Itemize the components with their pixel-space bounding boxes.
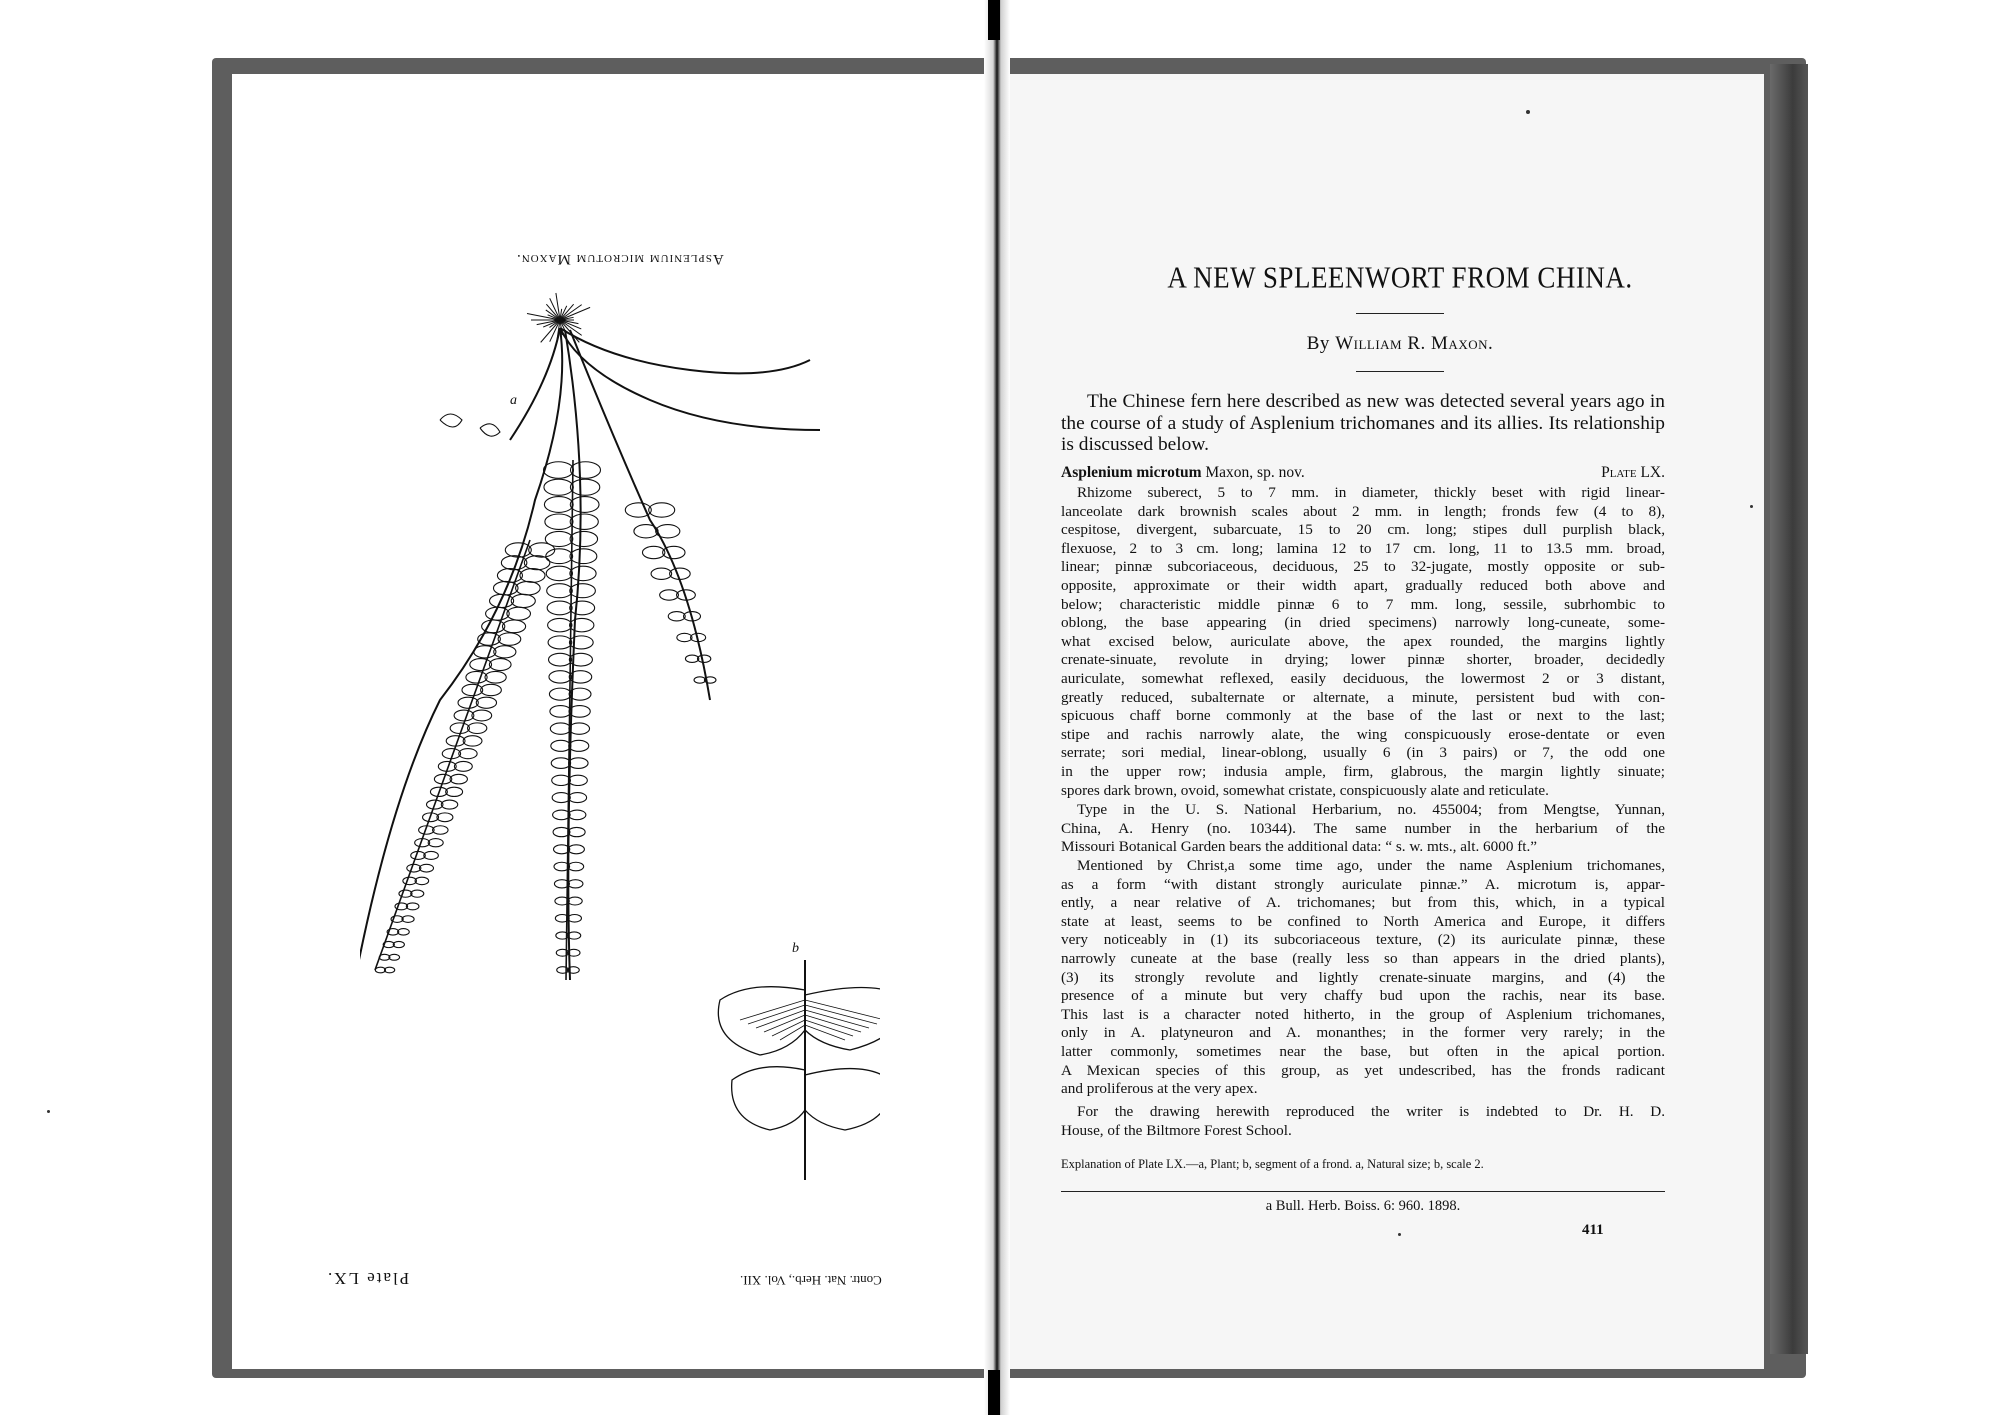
text-line: China, A. Henry (no. 10344). The same number in the herbarium of the — [1061, 819, 1665, 837]
frond-pinna — [462, 684, 483, 695]
frond-pinna — [433, 826, 448, 835]
text-line: state at least, seems to be confined to North America and Europe, it differs — [1061, 912, 1665, 930]
frond-pinna — [570, 497, 599, 513]
frond-pinna — [428, 839, 443, 847]
frond-pinna — [568, 810, 586, 820]
frond-pinna — [570, 549, 597, 564]
frond-pinna — [393, 941, 404, 947]
frond-pinna — [546, 566, 572, 580]
frond-pinna — [450, 774, 467, 784]
frond-pinna — [511, 594, 535, 607]
scan-speck — [1398, 1233, 1401, 1236]
title-rule — [1356, 313, 1444, 314]
frond-pinna — [502, 620, 525, 633]
frond-pinna — [494, 646, 516, 658]
frond-pinna — [474, 646, 496, 658]
frond-pinna — [450, 723, 469, 734]
frond-stipe — [560, 328, 820, 430]
text-line: latter commonly, sometimes near the base, but often in the apical portion. — [1061, 1042, 1665, 1060]
frond-pinna — [498, 633, 521, 645]
fern-illustration — [360, 280, 880, 1260]
frond-pinna — [454, 710, 474, 721]
frond-rachis — [375, 540, 530, 970]
text-line: opposite, approximate or their width apart, gradually reduced both above and — [1061, 576, 1665, 594]
frond-pinna — [642, 546, 664, 558]
text-line: greatly reduced, subalternate or alternate, a minute, persistent bud with con- — [1061, 688, 1665, 706]
plate-source: Contr. Nat. Herb., Vol. XII. — [740, 1273, 882, 1288]
frond-pinna — [697, 655, 710, 662]
frond-pinna — [544, 462, 574, 479]
frond-pinna — [476, 697, 496, 708]
frond-stipe — [510, 328, 560, 440]
text-line: This last is a character noted hitherto, in the group of Asplenium trichomanes, — [1061, 1005, 1665, 1023]
frond-pinna — [547, 601, 572, 615]
frond-pinna — [694, 677, 706, 683]
description-paragraph — [1061, 484, 1665, 800]
frond-pinna — [544, 479, 573, 495]
frond-pinna — [398, 929, 410, 935]
text-line: oblong, the base appearing (in dried specimens) narrowly long-cuneate, some- — [1061, 614, 1665, 632]
frond-pinna — [625, 503, 651, 517]
frond-pinna — [424, 851, 439, 859]
gutter-shadow-bottom — [988, 1370, 1000, 1415]
frond-pinna — [458, 697, 478, 708]
species-author: Maxon, sp. nov. — [1201, 464, 1305, 481]
frond-pinna — [663, 546, 685, 558]
text-line: in the upper row; indusia ample, firm, glabrous, the margin lightly sinuate; — [1061, 762, 1665, 780]
frond-pinna — [472, 710, 492, 721]
text-line: linear; pinnæ subcoriaceous, deciduous, 25 to 32-jugate, mostly opposite or sub- — [1061, 558, 1665, 576]
frond-pinna — [507, 607, 531, 620]
frond-pinna — [407, 864, 421, 872]
segment-vein — [805, 1000, 880, 1020]
plate-number: Plate LX. — [326, 1269, 410, 1288]
frond-pinna — [459, 749, 477, 759]
frond-pinna — [446, 787, 463, 796]
frond-pinna — [550, 723, 571, 734]
text-line: (3) its strongly revolute and lightly crenate-sinuate margins, and (4) the — [1061, 968, 1665, 986]
text-line: stipe and rachis narrowly alate, the wing conspicuously erose-dentate or even — [1061, 725, 1665, 743]
byline-prefix: By — [1306, 333, 1336, 354]
frond-pinna — [570, 479, 599, 495]
frond-pinna — [545, 514, 573, 529]
text-line: spicuous chaff borne commonly at the base of the last or next to the last; — [1061, 707, 1665, 725]
frond-pinna — [649, 503, 675, 517]
frond-pinna — [568, 897, 582, 905]
frond-pinna — [569, 723, 590, 734]
frond-pinna — [547, 584, 573, 598]
text-line: Mentioned by Christ,a some time ago, under the name Asplenium trichomanes, — [1077, 857, 1665, 874]
author-name: William R. Maxon. — [1335, 333, 1494, 354]
frond-pinna — [550, 706, 571, 718]
loose-pinna — [480, 424, 500, 436]
frond-pinna — [482, 620, 505, 633]
page-number: 411 — [1582, 1222, 1604, 1238]
frond-pinna — [660, 590, 679, 600]
frond-pinna — [570, 531, 598, 546]
text-line: what excised below, auriculate above, the apex rounded, the margins lightly — [1061, 632, 1665, 650]
frond-pinna — [481, 684, 502, 695]
text-line: very noticeably in (1) its subcoriaceous texture, (2) its auriculate pinnæ, these — [1061, 931, 1665, 949]
text-line: and proliferous at the very apex. — [1061, 1080, 1258, 1098]
text-line: Type in the U. S. National Herbarium, no. 455004; from Mengtse, Yunnan, — [1077, 801, 1665, 818]
frond-pinna — [485, 671, 506, 683]
text-line: A Mexican species of this group, as yet undescribed, has the fronds radicant — [1061, 1061, 1665, 1079]
frond-pinna — [403, 877, 417, 884]
frond-pinna — [551, 740, 571, 751]
segment-vein — [805, 1025, 845, 1040]
text-line: For the drawing herewith reproduced the writer is indebted to Dr. H. D. — [1077, 1103, 1665, 1120]
plate-explanation: Explanation of Plate LX.—a, Plant; b, segment of a frond. a, Natural size; b, scale 2. — [1061, 1157, 1484, 1171]
frond-pinna — [570, 601, 595, 615]
frond-pinna — [634, 525, 658, 538]
text-line: spores dark brown, ovoid, somewhat cristate, conspicuously alate and reticulate. — [1061, 781, 1549, 799]
frond-pinna — [570, 584, 596, 598]
text-line: House, of the Biltmore Forest School. — [1061, 1121, 1292, 1139]
frond-pinna — [441, 800, 457, 809]
text-line: crenate-sinuate, revolute in drying; lower pinnæ shorter, broader, decidedly — [1061, 651, 1665, 669]
article-title: A NEW SPLEENWORT FROM CHINA. — [1167, 259, 1633, 295]
segment-pinna — [732, 1067, 805, 1130]
species-heading — [1061, 464, 1665, 482]
frond-pinna — [568, 862, 584, 871]
frond-pinna — [568, 845, 584, 854]
text-line: cespitose, divergent, subarcuate, 15 to 20 cm. long; stipes dull purplish black, — [1061, 521, 1665, 539]
frond-pinna — [551, 758, 570, 769]
frond-stipe — [360, 328, 562, 980]
frond-pinna — [399, 890, 412, 897]
figure-label-a: a — [510, 393, 517, 408]
text-line: below; characteristic middle pinnæ 6 to 7 mm. long, sessile, subrhombic to — [1061, 595, 1665, 613]
frond-stipe — [560, 328, 810, 373]
segment-vein — [740, 1000, 805, 1020]
text-line: flexuose, 2 to 3 cm. long; lamina 12 to 17 cm. long, 11 to 13.5 mm. broad, — [1061, 539, 1665, 557]
text-line: serrate; sori medial, linear-oblong, usually 6 (in 3 pairs) or 7, the odd one — [1061, 744, 1665, 762]
intro-paragraph: The Chinese fern here described as new was detected several years ago in the course of a study of Asplenium trichomanes and its allies. Its relationship is discussed below. — [1061, 391, 1665, 455]
frond-pinna — [544, 497, 573, 513]
frond-pinna — [545, 531, 573, 546]
frond-pinna — [549, 688, 571, 700]
frond-pinna — [568, 793, 586, 803]
frond-pinna — [470, 659, 492, 671]
footnote: a Bull. Herb. Boiss. 6: 960. 1898. — [1265, 1198, 1461, 1214]
byline-rule — [1356, 371, 1444, 372]
frond-pinna — [549, 671, 572, 683]
frond-pinna — [552, 793, 570, 803]
frond-pinna — [569, 758, 588, 769]
text-line: Missouri Botanical Garden bears the additional data: “ s. w. mts., alt. 6000 ft.” — [1061, 838, 1538, 856]
text-line: as a form “with distant strongly auriculate pinnæ.” A. microtum is, appar- — [1061, 875, 1665, 893]
frond-pinna — [569, 740, 589, 751]
frond-pinna — [656, 525, 680, 538]
acknowledgment-paragraph — [1061, 1103, 1665, 1140]
frond-pinna — [685, 655, 698, 662]
text-line: only in A. platyneuron and A. monanthes; in the former very rarely; in the — [1061, 1024, 1665, 1042]
scan-speck — [1750, 505, 1753, 508]
scan-speck — [1526, 110, 1530, 114]
frond-pinna — [548, 636, 572, 649]
text-line: lanceolate dark brownish scales about 2 mm. in length; fronds few (4 to 8), — [1061, 502, 1665, 520]
cover-edge — [1770, 64, 1808, 1354]
frond-pinna — [395, 903, 408, 910]
frond-pinna — [454, 761, 472, 771]
segment-pinna — [718, 987, 805, 1055]
frond-pinna — [520, 569, 545, 583]
frond-pinna — [466, 671, 487, 683]
plate-reference: Plate LX. — [1601, 464, 1665, 481]
text-line: ently, a near relative of A. trichomanes; but from this, which, in a typical — [1061, 894, 1665, 912]
discussion-paragraph — [1061, 857, 1665, 1099]
frond-pinna — [568, 827, 585, 836]
frond-pinna — [437, 813, 453, 822]
type-paragraph — [1061, 801, 1665, 857]
species-name: Asplenium microtum — [1061, 464, 1202, 481]
frond-pinna — [677, 633, 692, 641]
scan-speck — [47, 1110, 50, 1113]
frond-pinna — [406, 903, 419, 910]
frond-pinna — [569, 636, 593, 649]
text-line: auriculate, somewhat reflexed, easily deciduous, the lowermost 2 or 3 distant, — [1061, 669, 1665, 687]
frond-pinna — [570, 566, 596, 580]
frond-pinna — [402, 916, 414, 923]
frond-pinna — [668, 612, 685, 621]
frond-pinna — [415, 877, 429, 884]
frond-pinna — [570, 618, 594, 631]
book-gutter — [984, 0, 1010, 1415]
frond-pinna — [571, 462, 601, 479]
figure-label-b: b — [792, 941, 799, 956]
frond-pinna — [489, 659, 511, 671]
segment-pinna — [805, 1069, 880, 1130]
frond-pinna — [419, 864, 433, 872]
segment-vein — [780, 1025, 805, 1040]
loose-pinna — [440, 414, 462, 427]
plate-caption: Asplenium microtum Maxon. — [516, 251, 724, 267]
byline — [1060, 333, 1740, 355]
frond-pinna — [552, 775, 571, 785]
frond-pinna — [548, 618, 572, 631]
text-line: narrowly cuneate at the base (really less so than appears in the dried plants), — [1061, 949, 1665, 967]
frond-pinna — [569, 775, 588, 785]
frond-pinna — [651, 568, 672, 579]
gutter-shadow-top — [988, 0, 1000, 40]
text-line: Rhizome suberect, 5 to 7 mm. in diameter, thickly beset with rigid linear- — [1077, 484, 1665, 501]
frond-pinna — [516, 581, 541, 595]
frond-pinna — [546, 549, 573, 564]
text-line: presence of a minute but very chaffy bud upon the rachis, near its base. — [1061, 987, 1665, 1005]
frond-pinna — [568, 914, 582, 922]
frond-pinna — [570, 514, 598, 529]
frond-pinna — [411, 890, 424, 897]
frond-pinna — [468, 723, 487, 734]
footnote-rule — [1061, 1191, 1665, 1192]
frond-pinna — [568, 880, 583, 888]
frond-pinna — [463, 736, 482, 746]
frond-pinna — [549, 653, 572, 666]
segment-vein — [805, 1005, 877, 1024]
